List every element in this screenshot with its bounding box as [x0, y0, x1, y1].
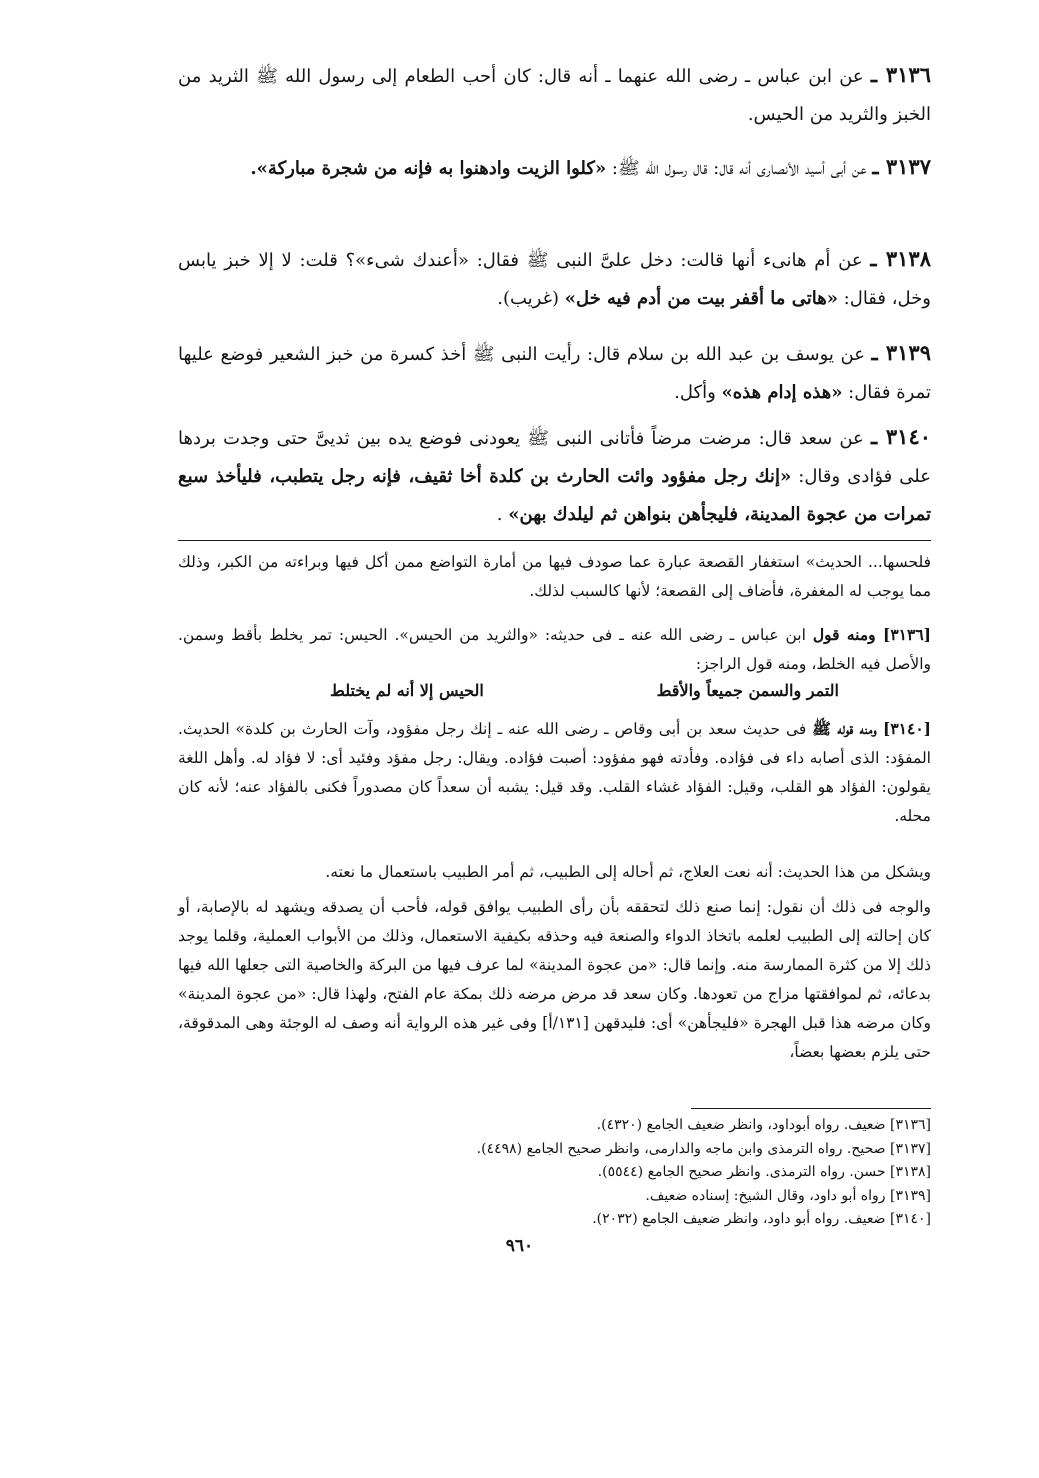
verse-hemistich-first: التمر والسمن جميعاً والأقط	[656, 681, 839, 700]
hadith-3137: ٣١٣٧ ـ عن أبى أسيد الأنصارى أنه قال: قال رسول الله ﷺ: «كلوا الزيت وادهنوا به فإنه من شجرة مباركة».	[250, 154, 931, 179]
commentary-paragraph	[178, 714, 931, 831]
page-number: ٩٦٠	[505, 1236, 534, 1256]
commentary-reference: [٣١٤٠] ومنه قوله ﷺ	[812, 719, 931, 738]
footnote-divider	[691, 1108, 931, 1109]
hadith-3138: ٣١٣٨ ـ عن أم هانىء أنها قالت: دخل علىَّ النبى ﷺ فقال: «أعندك شىء»؟ قلت: لا إلا خبز يابس وخل، فقال: «هاتى ما أقفر بيت من أدم فيه خل» (غريب).	[178, 246, 931, 309]
prophetic-quote: «هاتى ما أقفر بيت من أدم فيه خل»	[564, 288, 838, 309]
footnote: [٣١٣٨] حسن. رواه الترمذى. وانظر صحيح الجامع (٥٥٤٤).	[597, 1164, 931, 1180]
prophetic-quote: «إنك رجل مفؤود وائت الحارث بن كلدة أخا ثقيف، فإنه رجل يتطبب، فليأخذ سبع تمرات من عجوة المدينة، فليجأهن بنواهن ثم ليلدك بهن»	[178, 466, 931, 525]
hadith-number: ٣١٤٠	[885, 424, 932, 449]
prophetic-quote: «هذه إدام هذه»	[721, 382, 843, 403]
hadith-text: عن سعد قال: مرضت مرضاً فأتانى النبى ﷺ يعودنى فوضع يده بين ثديىَّ حتى وجدت بردها على فؤادى وقال:	[178, 428, 931, 487]
hadith-text: عن ابن عباس ـ رضى الله عنهما ـ أنه قال: كان أحب الطعام إلى رسول الله ﷺ الثريد من الخبز والثريد من الحيس.	[178, 66, 931, 125]
footnote: [٣١٣٦] ضعيف. رواه أبوداود، وانظر ضعيف الجامع (٤٣٢٠).	[596, 1117, 931, 1133]
hadith-text-end: وأكل.	[674, 382, 722, 403]
hadith-text: عن أبى أسيد الأنصارى أنه قال: قال رسول الله ﷺ:	[606, 158, 867, 179]
hadith-number: ٣١٣٨	[885, 246, 931, 271]
commentary-paragraph: والوجه فى ذلك أن نقول: إنما صنع ذلك لتحققه بأن رأى الطبيب يوافق قوله، فأحب أن يصدقه ويشهد له بالإصابة، أو كان إحالته إلى الطبيب لعلمه باتخاذ الدواء والصنعة فيه وحذقه بكيفية الاستعمال، وذلك من الأبواب العملية، وقلما يوجد ذلك إلا من كثرة الممارسة منه. وإنما قال: «من عجوة المدينة» لما عرف فيها من البركة والخاصية التى جعلها الله فيها بدعائه، ثم لموافقتها مزاج من تعودها. وكان سعد قد مرض مرضه ذلك بمكة عام الفتح، ولهذا قال: «من عجوة المدينة» وكان مرضه هذا قبل الهجرة «فليجأهن» أى: فليدقهن [١٣١/أ] وفى غير هذه الرواية أنه وصف له الوجئة وهى المدقوقة، حتى يلزم بعضها بعضاً،	[178, 898, 931, 1061]
main-divider	[178, 540, 931, 541]
commentary-paragraph: فلحسها... الحديث» استغفار القصعة عبارة عما صودف فيها من أمارة التواضع ممن أكل فيها وبراءته من الكبر، وذلك مما يوجب له المغفرة، فأضاف إلى القصعة؛ لأنها كالسبب لذلك.	[178, 553, 931, 600]
footnote: [٣١٣٩] رواه أبو داود، وقال الشيخ: إسناده ضعيف.	[645, 1187, 931, 1204]
poetry-verse	[330, 681, 839, 700]
commentary-paragraph: ويشكل من هذا الحديث: أنه نعت العلاج، ثم أحاله إلى الطبيب، ثم أمر الطبيب باستعمال ما نعته.	[325, 863, 931, 881]
hadith-text-end: (غريب).	[497, 288, 565, 309]
footnotes	[330, 1114, 931, 1232]
commentary-text: فى حديث سعد بن أبى وقاص ـ رضى الله عنه ـ إنك رجل مفؤود، وآت الحارث بن كلدة» الحديث. المفؤد: الذى أصابه داء فى فؤاده. وفأدته فهو مفؤود: أصبت فؤاده. ويقال: رجل مفؤد وفئيد أى: لا فؤاد له. وأهل اللغة يقولون: الفؤاد هو القلب، وقيل: الفؤاد غشاء القلب. وقد قيل: يشبه أن سعداً كان مصدوراً فكنى بالفؤاد عنه؛ لأنه كان محله.	[178, 720, 931, 825]
commentary-text: ابن عباس ـ رضى الله عنه ـ فى حديثه: «والثريد من الحيس». الحيس: تمر يخلط بأقط وسمن. والأصل فيه الخلط، ومنه قول الراجز:	[178, 626, 931, 673]
hadith-3139: ٣١٣٩ ـ عن يوسف بن عبد الله بن سلام قال: رأيت النبى ﷺ أخذ كسرة من خبز الشعير فوضع عليها تمرة فقال: «هذه إدام هذه» وأكل.	[178, 340, 931, 403]
hadith-text: عن يوسف بن عبد الله بن سلام قال: رأيت النبى ﷺ أخذ كسرة من خبز الشعير فوضع عليها تمرة فقال:	[178, 344, 931, 403]
commentary-reference: [٣١٣٦] ومنه قول	[812, 625, 931, 644]
commentary-paragraph	[178, 620, 931, 679]
hadith-number: ٣١٣٦	[885, 62, 931, 87]
verse-hemistich-second: الحيس إلا أنه لم يختلط	[330, 681, 484, 700]
hadith-number: ٣١٣٧	[885, 154, 931, 179]
footnote: [٣١٤٠] ضعيف. رواه أبو داود، وانظر ضعيف الجامع (٢٠٣٢).	[592, 1211, 931, 1227]
hadith-3140: ٣١٤٠ ـ عن سعد قال: مرضت مرضاً فأتانى النبى ﷺ يعودنى فوضع يده بين ثديىَّ حتى وجدت بردها على فؤادى وقال: «إنك رجل مفؤود وائت الحارث بن كلدة أخا ثقيف، فإنه رجل يتطبب، فليأخذ سبع تمرات من عجوة المدينة، فليجأهن بنواهن ثم ليلدك بهن» .	[178, 424, 932, 525]
hadith-3136: ٣١٣٦ ـ عن ابن عباس ـ رضى الله عنهما ـ أنه قال: كان أحب الطعام إلى رسول الله ﷺ الثريد من الخبز والثريد من الحيس.	[178, 62, 931, 125]
prophetic-quote: «كلوا الزيت وادهنوا به فإنه من شجرة مباركة».	[250, 158, 607, 179]
hadith-text-end: .	[496, 504, 509, 525]
footnote: [٣١٣٧] صحيح. رواه الترمذى وابن ماجه والدارمى، وانظر صحيح الجامع (٤٤٩٨).	[476, 1140, 931, 1157]
hadith-text: عن أم هانىء أنها قالت: دخل علىَّ النبى ﷺ فقال: «أعندك شىء»؟ قلت: لا إلا خبز يابس وخل، فقال:	[178, 250, 931, 309]
hadith-number: ٣١٣٩	[885, 340, 931, 365]
